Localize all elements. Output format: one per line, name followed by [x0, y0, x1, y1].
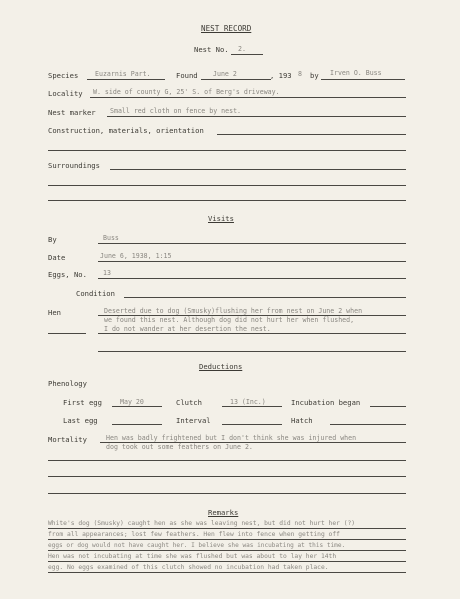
surroundings-line-1 [110, 169, 406, 170]
surroundings-line-3 [48, 200, 406, 201]
remarks-line-2: from all appearances; lost few feathers. Hen flew into fence when getting off [48, 531, 340, 538]
eggs-value: 13 [103, 269, 111, 277]
species-label: Species [48, 71, 79, 80]
hen-note-line-3: I do not wander at her desertion the nest. [104, 325, 271, 333]
interval-line [222, 424, 282, 425]
nest-no-line [231, 54, 263, 55]
visits-date-line [98, 261, 406, 262]
by-line [321, 79, 405, 80]
incubation-line [370, 406, 406, 407]
mortality-line-3 [48, 476, 406, 477]
hen-label: Hen [48, 308, 61, 317]
first-egg-label: First egg [63, 398, 102, 407]
remarks-line-4: Hen was not incubating at time she was flushed but was about to lay her 14th [48, 553, 337, 560]
year-label: , 193 [270, 71, 292, 80]
remarks-rule-1 [48, 528, 406, 529]
deductions-heading: Deductions [199, 362, 243, 371]
locality-value: W. side of county G, 25' S. of Berg's driveway. [93, 88, 280, 96]
visits-date-label: Date [48, 253, 66, 262]
finder-value: Irven O. Buss [330, 69, 382, 77]
remarks-line-3: eggs or dog would not have caught her. I believe she was incubating at this time. [48, 542, 346, 549]
remarks-rule-4 [48, 561, 406, 562]
surroundings-line-2 [48, 185, 406, 186]
remarks-rule-3 [48, 550, 406, 551]
found-line [201, 79, 271, 80]
eggs-line [98, 278, 406, 279]
interval-label: Interval [176, 416, 211, 425]
visits-date-value: June 6, 1938, 1:15 [100, 252, 172, 260]
visits-by-label: By [48, 235, 57, 244]
found-value: June 2 [213, 70, 237, 78]
remarks-line-1: White's dog (Smusky) caught hen as she was leaving nest, but did not hurt her (?) [48, 520, 356, 527]
hen-line-1 [98, 315, 406, 316]
hen-note-line-2: we found this nest. Although dog did not hurt her when flushed, [104, 316, 355, 324]
visits-by-value: Buss [103, 234, 119, 242]
nest-no-value: 2. [238, 45, 246, 53]
remarks-rule-5 [48, 572, 406, 573]
locality-line [90, 97, 406, 98]
clutch-label: Clutch [176, 398, 202, 407]
incubation-label: Incubation began [291, 398, 361, 407]
hen-line-3 [98, 333, 406, 334]
locality-label: Locality [48, 89, 83, 98]
visits-heading: Visits [208, 214, 234, 223]
construction-line-1 [217, 134, 406, 135]
first-egg-line [112, 406, 162, 407]
form-title: NEST RECORD [201, 24, 252, 33]
species-value: Euzarnis Part. [95, 70, 151, 78]
last-egg-label: Last egg [63, 416, 98, 425]
phenology-label: Phenology [48, 379, 87, 388]
marker-value: Small red cloth on fence by nest. [110, 107, 242, 115]
marker-label: Nest marker [48, 108, 96, 117]
hatch-label: Hatch [291, 416, 313, 425]
species-line [87, 79, 165, 80]
clutch-line [222, 406, 282, 407]
eggs-label: Eggs, No. [48, 270, 87, 279]
hen-line-2 [48, 333, 86, 334]
hen-note-line-1: Deserted due to dog (Smusky)flushing her from nest on June 2 when [104, 307, 363, 315]
mortality-line-4 [48, 493, 406, 494]
condition-label: Condition [76, 289, 115, 298]
hatch-line [330, 424, 406, 425]
hen-line-4 [98, 351, 406, 352]
remarks-line-5: egg. No eggs examined of this clutch showed no incubation had taken place. [48, 564, 329, 571]
found-label: Found [176, 71, 198, 80]
mortality-note-line-1: Hen was badly frightened but I don't think she was injured when [106, 434, 357, 442]
mortality-note-line-2: dog took out some feathers on June 2. [106, 443, 253, 451]
mortality-line-2 [48, 460, 406, 461]
first-egg-value: May 20 [120, 398, 144, 406]
visits-by-line [98, 243, 406, 244]
last-egg-line [112, 424, 162, 425]
nest-no-label: Nest No. [194, 45, 229, 54]
construction-line-2 [48, 150, 406, 151]
marker-line [107, 116, 406, 117]
condition-line [124, 297, 406, 298]
surroundings-label: Surroundings [48, 161, 100, 170]
by-label: by [310, 71, 319, 80]
remarks-rule-2 [48, 539, 406, 540]
mortality-line-1 [100, 442, 406, 443]
year-value: 8 [298, 70, 302, 78]
mortality-label: Mortality [48, 435, 87, 444]
construction-label: Construction, materials, orientation [48, 126, 204, 135]
clutch-value: 13 (Inc.) [230, 398, 266, 406]
remarks-heading: Remarks [208, 508, 239, 517]
